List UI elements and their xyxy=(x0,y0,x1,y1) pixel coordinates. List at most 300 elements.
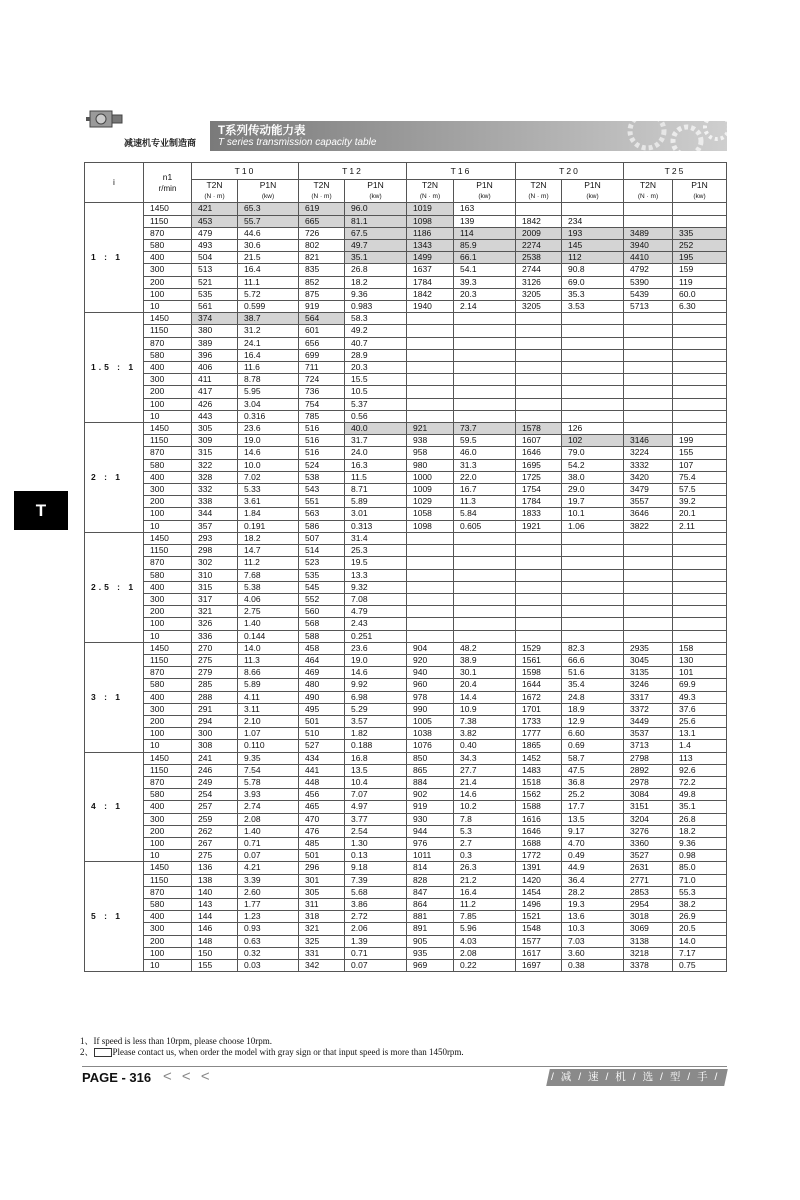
speed-cell: 1450 xyxy=(144,642,192,654)
torque-cell: 665 xyxy=(299,215,345,227)
power-cell: 7.07 xyxy=(345,789,407,801)
power-cell: 0.316 xyxy=(238,410,299,422)
torque-cell xyxy=(407,545,454,557)
table-row xyxy=(85,313,727,325)
speed-cell: 870 xyxy=(144,886,192,898)
table-row xyxy=(85,715,727,727)
power-cell: 3.61 xyxy=(238,496,299,508)
power-cell: 24.0 xyxy=(345,447,407,459)
power-cell: 2.10 xyxy=(238,715,299,727)
power-cell: 81.1 xyxy=(345,215,407,227)
torque-cell: 1842 xyxy=(407,288,454,300)
torque-cell xyxy=(516,630,562,642)
torque-cell xyxy=(516,618,562,630)
table-row xyxy=(85,215,727,227)
speed-cell: 1150 xyxy=(144,764,192,776)
torque-cell: 601 xyxy=(299,325,345,337)
torque-cell: 3224 xyxy=(624,447,673,459)
speed-column-header xyxy=(144,163,192,203)
power-cell: 1.77 xyxy=(238,898,299,910)
power-cell xyxy=(673,386,727,398)
torque-cell: 1644 xyxy=(516,679,562,691)
table-row xyxy=(85,264,727,276)
power-cell: 0.32 xyxy=(238,947,299,959)
power-cell: 55.7 xyxy=(238,215,299,227)
power-cell: 2.11 xyxy=(673,520,727,532)
power-cell: 0.49 xyxy=(562,850,624,862)
torque-cell: 448 xyxy=(299,776,345,788)
torque-cell: 1098 xyxy=(407,520,454,532)
power-cell: 1.82 xyxy=(345,728,407,740)
power-cell: 0.69 xyxy=(562,740,624,752)
torque-cell: 3317 xyxy=(624,691,673,703)
torque-cell: 259 xyxy=(192,813,238,825)
power-cell: 11.2 xyxy=(454,898,516,910)
torque-cell xyxy=(516,374,562,386)
torque-cell: 875 xyxy=(299,288,345,300)
torque-cell: 262 xyxy=(192,825,238,837)
power-cell: 31.7 xyxy=(345,435,407,447)
power-cell: 5.37 xyxy=(345,398,407,410)
power-cell xyxy=(562,325,624,337)
torque-cell: 828 xyxy=(407,874,454,886)
power-cell: 25.3 xyxy=(345,545,407,557)
torque-cell: 1011 xyxy=(407,850,454,862)
torque-cell: 470 xyxy=(299,813,345,825)
power-unit: (kw) xyxy=(261,193,275,201)
power-cell: 6.30 xyxy=(673,301,727,313)
torque-cell: 3489 xyxy=(624,227,673,239)
torque-cell: 389 xyxy=(192,337,238,349)
torque-cell: 521 xyxy=(192,276,238,288)
torque-cell: 3360 xyxy=(624,837,673,849)
power-cell: 7.08 xyxy=(345,593,407,605)
power-cell: 16.7 xyxy=(454,484,516,496)
torque-label: T2N xyxy=(313,180,330,190)
table-row xyxy=(85,349,727,361)
power-cell: 5.72 xyxy=(238,288,299,300)
torque-cell: 138 xyxy=(192,874,238,886)
power-cell: 7.03 xyxy=(562,935,624,947)
power-cell: 0.251 xyxy=(345,630,407,642)
torque-cell: 338 xyxy=(192,496,238,508)
power-cell: 119 xyxy=(673,276,727,288)
power-cell: 44.9 xyxy=(562,862,624,874)
table-row xyxy=(85,862,727,874)
torque-cell xyxy=(516,398,562,410)
table-row xyxy=(85,410,727,422)
torque-cell xyxy=(407,618,454,630)
torque-cell: 850 xyxy=(407,752,454,764)
power-cell: 66.6 xyxy=(562,654,624,666)
torque-cell: 3135 xyxy=(624,667,673,679)
torque-cell: 884 xyxy=(407,776,454,788)
power-subheader xyxy=(562,180,624,203)
back-arrows-icon: < < < xyxy=(163,1068,213,1085)
torque-cell xyxy=(624,532,673,544)
power-cell xyxy=(562,557,624,569)
power-cell: 39.2 xyxy=(673,496,727,508)
power-cell xyxy=(562,606,624,618)
power-cell: 1.40 xyxy=(238,825,299,837)
torque-cell xyxy=(516,557,562,569)
torque-cell: 336 xyxy=(192,630,238,642)
torque-cell: 342 xyxy=(299,960,345,972)
power-cell: 20.3 xyxy=(454,288,516,300)
power-cell: 0.144 xyxy=(238,630,299,642)
torque-subheader xyxy=(299,180,345,203)
power-cell: 96.0 xyxy=(345,203,407,215)
torque-cell: 3069 xyxy=(624,923,673,935)
power-cell: 14.0 xyxy=(673,935,727,947)
power-cell: 9.32 xyxy=(345,581,407,593)
torque-cell: 501 xyxy=(299,850,345,862)
ratio-cell: 2.5 : 1 xyxy=(85,532,144,642)
table-row xyxy=(85,850,727,862)
footnotes xyxy=(80,1036,464,1058)
torque-cell: 305 xyxy=(192,423,238,435)
power-cell: 57.5 xyxy=(673,484,727,496)
power-cell: 1.06 xyxy=(562,520,624,532)
power-cell: 14.6 xyxy=(345,667,407,679)
table-row xyxy=(85,386,727,398)
torque-cell: 1616 xyxy=(516,813,562,825)
power-cell xyxy=(562,337,624,349)
power-cell: 26.8 xyxy=(673,813,727,825)
footnote-2-number: 2、 xyxy=(80,1047,94,1057)
power-cell: 16.4 xyxy=(238,349,299,361)
torque-cell: 315 xyxy=(192,581,238,593)
torque-cell: 960 xyxy=(407,679,454,691)
speed-cell: 300 xyxy=(144,374,192,386)
torque-subheader xyxy=(192,180,238,203)
torque-cell: 524 xyxy=(299,459,345,471)
table-row xyxy=(85,911,727,923)
speed-cell: 10 xyxy=(144,410,192,422)
torque-cell: 2538 xyxy=(516,252,562,264)
power-cell: 3.86 xyxy=(345,898,407,910)
torque-cell: 1784 xyxy=(516,496,562,508)
torque-cell: 944 xyxy=(407,825,454,837)
power-cell: 51.6 xyxy=(562,667,624,679)
torque-cell: 1754 xyxy=(516,484,562,496)
power-cell: 0.07 xyxy=(238,850,299,862)
power-cell xyxy=(673,313,727,325)
speed-cell: 100 xyxy=(144,288,192,300)
torque-cell: 321 xyxy=(299,923,345,935)
power-cell: 47.5 xyxy=(562,764,624,776)
torque-cell: 396 xyxy=(192,349,238,361)
power-cell: 2.7 xyxy=(454,837,516,849)
table-row xyxy=(85,801,727,813)
table-row xyxy=(85,471,727,483)
torque-cell: 254 xyxy=(192,789,238,801)
speed-cell: 580 xyxy=(144,679,192,691)
torque-cell xyxy=(516,532,562,544)
speed-cell: 580 xyxy=(144,459,192,471)
power-cell xyxy=(454,374,516,386)
torque-cell: 148 xyxy=(192,935,238,947)
torque-unit: (N · m) xyxy=(311,193,332,201)
power-cell: 10.1 xyxy=(562,508,624,520)
torque-cell: 3205 xyxy=(516,301,562,313)
power-cell: 159 xyxy=(673,264,727,276)
power-cell: 4.70 xyxy=(562,837,624,849)
power-cell: 85.9 xyxy=(454,240,516,252)
power-label: P1N xyxy=(367,180,384,190)
torque-cell xyxy=(407,386,454,398)
power-cell: 158 xyxy=(673,642,727,654)
speed-cell: 1450 xyxy=(144,862,192,874)
torque-cell: 2978 xyxy=(624,776,673,788)
torque-cell xyxy=(407,325,454,337)
power-cell xyxy=(562,569,624,581)
torque-cell xyxy=(407,398,454,410)
torque-cell xyxy=(516,349,562,361)
torque-cell xyxy=(516,606,562,618)
torque-cell: 2798 xyxy=(624,752,673,764)
torque-cell: 275 xyxy=(192,654,238,666)
power-cell: 2.75 xyxy=(238,606,299,618)
power-cell: 9.18 xyxy=(345,862,407,874)
power-cell: 18.2 xyxy=(345,276,407,288)
torque-cell: 1098 xyxy=(407,215,454,227)
torque-cell: 298 xyxy=(192,545,238,557)
speed-cell: 1450 xyxy=(144,423,192,435)
torque-cell xyxy=(407,362,454,374)
torque-cell: 1725 xyxy=(516,471,562,483)
torque-cell: 1607 xyxy=(516,435,562,447)
power-cell xyxy=(454,557,516,569)
power-cell: 2.54 xyxy=(345,825,407,837)
torque-cell: 1842 xyxy=(516,215,562,227)
torque-cell: 288 xyxy=(192,691,238,703)
torque-cell: 905 xyxy=(407,935,454,947)
power-cell: 0.3 xyxy=(454,850,516,862)
torque-cell: 3822 xyxy=(624,520,673,532)
table-row xyxy=(85,752,727,764)
power-cell: 11.6 xyxy=(238,362,299,374)
power-cell xyxy=(562,313,624,325)
power-cell: 5.96 xyxy=(454,923,516,935)
speed-cell: 300 xyxy=(144,703,192,715)
power-cell: 155 xyxy=(673,447,727,459)
power-cell: 34.3 xyxy=(454,752,516,764)
power-cell: 1.30 xyxy=(345,837,407,849)
torque-cell xyxy=(624,593,673,605)
torque-cell: 902 xyxy=(407,789,454,801)
power-cell: 0.599 xyxy=(238,301,299,313)
power-cell: 13.3 xyxy=(345,569,407,581)
power-cell: 71.0 xyxy=(673,874,727,886)
torque-cell: 754 xyxy=(299,398,345,410)
power-cell xyxy=(673,630,727,642)
power-cell: 0.13 xyxy=(345,850,407,862)
torque-cell xyxy=(624,215,673,227)
power-cell xyxy=(454,606,516,618)
torque-cell: 3146 xyxy=(624,435,673,447)
torque-cell: 1518 xyxy=(516,776,562,788)
table-row xyxy=(85,874,727,886)
gearbox-logo-icon xyxy=(82,103,130,133)
torque-cell: 309 xyxy=(192,435,238,447)
power-cell: 36.8 xyxy=(562,776,624,788)
table-row xyxy=(85,325,727,337)
power-cell: 3.77 xyxy=(345,813,407,825)
torque-cell: 1562 xyxy=(516,789,562,801)
speed-cell: 400 xyxy=(144,362,192,374)
table-row xyxy=(85,606,727,618)
table-row xyxy=(85,301,727,313)
table-row xyxy=(85,679,727,691)
torque-cell: 864 xyxy=(407,898,454,910)
torque-cell: 935 xyxy=(407,947,454,959)
power-cell xyxy=(454,313,516,325)
speed-cell: 1150 xyxy=(144,545,192,557)
torque-cell: 3084 xyxy=(624,789,673,801)
torque-cell: 568 xyxy=(299,618,345,630)
power-cell: 21.4 xyxy=(454,776,516,788)
torque-cell: 1940 xyxy=(407,301,454,313)
torque-cell: 331 xyxy=(299,947,345,959)
torque-cell: 291 xyxy=(192,703,238,715)
table-row xyxy=(85,642,727,654)
torque-cell: 3479 xyxy=(624,484,673,496)
ratio-group xyxy=(85,642,727,752)
power-cell xyxy=(454,398,516,410)
torque-cell: 465 xyxy=(299,801,345,813)
power-cell: 30.1 xyxy=(454,667,516,679)
speed-cell: 1450 xyxy=(144,532,192,544)
torque-cell: 1483 xyxy=(516,764,562,776)
speed-cell: 580 xyxy=(144,789,192,801)
ratio-cell: 3 : 1 xyxy=(85,642,144,752)
page-number: PAGE - 316 xyxy=(82,1070,152,1085)
power-cell: 75.4 xyxy=(673,471,727,483)
power-cell: 72.2 xyxy=(673,776,727,788)
gray-sign-swatch-icon xyxy=(94,1048,112,1057)
torque-cell: 300 xyxy=(192,728,238,740)
power-cell: 20.3 xyxy=(345,362,407,374)
torque-cell: 144 xyxy=(192,911,238,923)
torque-cell xyxy=(624,630,673,642)
torque-cell: 285 xyxy=(192,679,238,691)
torque-cell xyxy=(624,337,673,349)
torque-cell: 322 xyxy=(192,459,238,471)
torque-cell xyxy=(407,374,454,386)
speed-cell: 200 xyxy=(144,276,192,288)
power-cell: 22.0 xyxy=(454,471,516,483)
torque-cell xyxy=(624,581,673,593)
speed-cell: 200 xyxy=(144,386,192,398)
power-cell: 145 xyxy=(562,240,624,252)
torque-cell: 516 xyxy=(299,447,345,459)
speed-cell: 400 xyxy=(144,581,192,593)
power-cell: 2.72 xyxy=(345,911,407,923)
power-cell xyxy=(673,593,727,605)
torque-cell: 619 xyxy=(299,203,345,215)
model-header: T20 xyxy=(516,163,624,180)
torque-cell: 150 xyxy=(192,947,238,959)
footer-divider xyxy=(82,1066,727,1067)
power-cell: 8.66 xyxy=(238,667,299,679)
power-cell: 0.75 xyxy=(673,960,727,972)
torque-cell: 426 xyxy=(192,398,238,410)
power-cell: 38.9 xyxy=(454,654,516,666)
table-row xyxy=(85,923,727,935)
power-cell: 5.89 xyxy=(238,679,299,691)
power-cell: 5.3 xyxy=(454,825,516,837)
speed-cell: 400 xyxy=(144,911,192,923)
torque-cell: 1420 xyxy=(516,874,562,886)
power-cell: 26.9 xyxy=(673,911,727,923)
power-cell: 21.2 xyxy=(454,874,516,886)
power-cell: 5.38 xyxy=(238,581,299,593)
power-label: P1N xyxy=(584,180,601,190)
table-row xyxy=(85,288,727,300)
power-cell: 0.56 xyxy=(345,410,407,422)
torque-subheader xyxy=(407,180,454,203)
section-tab: T xyxy=(14,491,68,530)
speed-cell: 200 xyxy=(144,606,192,618)
torque-cell: 3940 xyxy=(624,240,673,252)
torque-label: T2N xyxy=(530,180,547,190)
speed-cell: 400 xyxy=(144,471,192,483)
torque-cell xyxy=(624,313,673,325)
power-cell: 0.38 xyxy=(562,960,624,972)
torque-cell xyxy=(407,349,454,361)
torque-cell: 726 xyxy=(299,227,345,239)
torque-cell: 443 xyxy=(192,410,238,422)
torque-cell: 3713 xyxy=(624,740,673,752)
torque-cell xyxy=(407,532,454,544)
power-cell: 4.06 xyxy=(238,593,299,605)
power-cell xyxy=(673,606,727,618)
torque-cell xyxy=(516,386,562,398)
torque-cell: 1784 xyxy=(407,276,454,288)
ratio-group xyxy=(85,752,727,862)
torque-label: T2N xyxy=(206,180,223,190)
torque-cell: 1058 xyxy=(407,508,454,520)
torque-cell: 2954 xyxy=(624,898,673,910)
power-label: P1N xyxy=(691,180,708,190)
power-cell: 69.0 xyxy=(562,276,624,288)
torque-cell xyxy=(624,398,673,410)
ratio-group xyxy=(85,862,727,972)
speed-cell: 1150 xyxy=(144,215,192,227)
torque-cell: 332 xyxy=(192,484,238,496)
brand-tagline: 减速机专业制造商 xyxy=(124,138,197,148)
table-row xyxy=(85,593,727,605)
table-row xyxy=(85,837,727,849)
torque-cell: 1186 xyxy=(407,227,454,239)
torque-cell: 3126 xyxy=(516,276,562,288)
capacity-table xyxy=(84,162,727,972)
torque-cell: 257 xyxy=(192,801,238,813)
power-cell: 21.5 xyxy=(238,252,299,264)
speed-cell: 200 xyxy=(144,935,192,947)
torque-cell: 523 xyxy=(299,557,345,569)
speed-cell: 400 xyxy=(144,801,192,813)
power-cell: 38.7 xyxy=(238,313,299,325)
torque-cell: 513 xyxy=(192,264,238,276)
power-cell xyxy=(562,362,624,374)
torque-cell: 1688 xyxy=(516,837,562,849)
torque-cell: 328 xyxy=(192,471,238,483)
torque-cell xyxy=(516,313,562,325)
power-cell xyxy=(673,337,727,349)
torque-label: T2N xyxy=(421,180,439,190)
